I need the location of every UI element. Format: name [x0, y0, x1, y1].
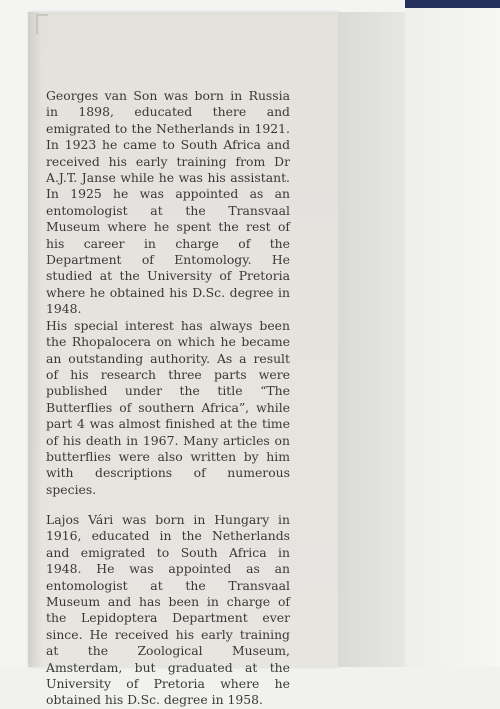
- jacket-edge-overlay: [338, 12, 405, 667]
- bio-paragraph: Lajos Vári was born in Hungary in 1916, educated in the Netherlands and emigrated to South Africa in 1948. He was appointed as an entomologist at the Transvaal Museum and has been in charge of the Lepidoptera Department ever since. He received his early training at the Zoological Museum, Amsterdam, but graduated at the University of Pretoria where he obtained his D.Sc. degree in 1958.: [46, 512, 290, 708]
- author-bio-vari: [46, 512, 290, 709]
- corner-crease: [36, 14, 48, 34]
- bio-paragraph: His special interest has always been the Rhopalocera on which he became an outstanding authority. As a result of his research three parts were published under the title “The Butterflies of southern Africa”, while part 4 was almost finished at the time of his death in 1967. Many articles on butterflies were also written by him with descriptions of numerous species.: [46, 317, 290, 497]
- bio-paragraph: Georges van Son was born in Russia in 1898, educated there and emigrated to the Netherlands in 1921. In 1923 he came to South Africa and received his early training from Dr A.J.T. Janse while he was his assistant. In 1925 he was appointed as an entomologist at the Transvaal Museum where he spent the rest of his career in charge of the Department of Entomology. He studied at the University of Pretoria where he obtained his D.Sc. degree in 1948.: [46, 88, 290, 317]
- jacket-fold-shade: [28, 12, 42, 667]
- book-board: [405, 8, 500, 667]
- author-bio-van-son: [46, 88, 290, 498]
